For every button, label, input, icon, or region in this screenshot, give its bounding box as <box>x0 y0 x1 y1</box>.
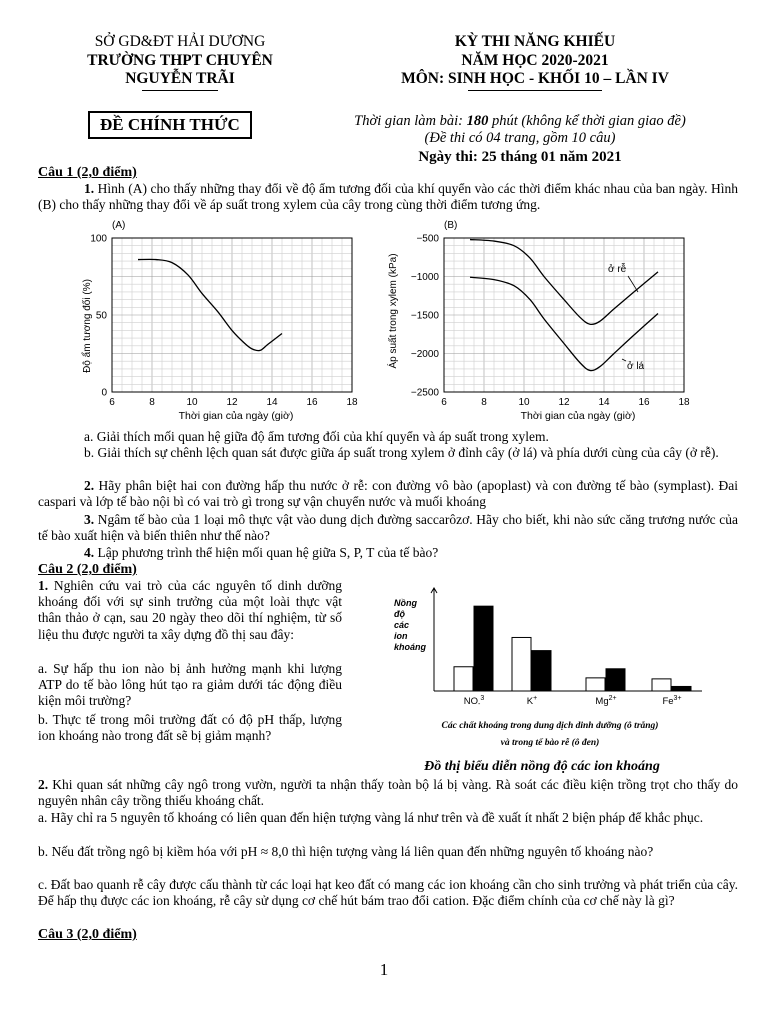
q2-p2-number: 2. <box>38 777 49 792</box>
y-tick-label: 0 <box>101 387 107 399</box>
y-tick-label: −500 <box>416 233 439 245</box>
duration-value: 180 <box>466 113 489 129</box>
x-tick-label: 12 <box>558 397 570 408</box>
x-tick-label: 6 <box>109 397 115 408</box>
chart-b-grid <box>444 238 684 392</box>
school-underline <box>142 90 218 91</box>
department-name: SỞ GD&ĐT HẢI DƯƠNG <box>94 33 266 50</box>
chart-a-humidity-line <box>138 259 282 350</box>
chart-c-ylabel <box>394 598 427 652</box>
exam-block <box>330 33 740 91</box>
chart-b-leaf-label: ở lá <box>627 361 645 372</box>
x-tick-label: 6 <box>441 397 447 408</box>
chart-c-ylabel-line-5: khoáng <box>394 642 427 652</box>
category-label: $NO_-^3$ <box>463 695 485 708</box>
x-tick-label: 18 <box>678 397 690 408</box>
question-2-title: Câu 2 (2,0 điểm) <box>38 562 137 577</box>
question-1-title: Câu 1 (2,0 điểm) <box>38 165 137 180</box>
q2-p2-text: Khi quan sát những cây ngô trong vườn, người ta nhận thấy toàn bộ lá bị vàng. Rà soát các điều kiện trồng trọt cho thấy do nguyên nhân cây trồng thiếu khoáng chất. <box>38 777 738 809</box>
chart-b-xylem-pressure <box>382 216 712 422</box>
chart-a-ylabel: Độ ẩm tương đối (%) <box>82 279 93 373</box>
q2-part-a: a. Sự hấp thu ion nào bị ảnh hưởng mạnh khi lượng ATP do tế bào lông hút tạo ra giảm dưới tác động điều kiện môi trường? <box>38 661 342 709</box>
q1-p2-number: 2. <box>84 478 95 493</box>
category-label: $Fe^{3+}$ <box>662 695 682 707</box>
chart-ion-concentration <box>372 576 712 756</box>
chart-c-ylabel-line-3: các <box>394 620 410 630</box>
bar-Fe3+-root-cell <box>672 686 691 691</box>
y-tick-label: −2500 <box>410 387 439 399</box>
q2-paragraph-2 <box>38 777 738 809</box>
school-block <box>40 33 320 91</box>
x-tick-label: 12 <box>226 397 238 408</box>
x-tick-label: 14 <box>598 397 610 408</box>
pages-note: (Đề thi có 04 trang, gồm 10 câu) <box>424 130 616 147</box>
category-label: K+ <box>526 695 538 707</box>
exam-date: Ngày thi: 25 tháng 01 năm 2021 <box>418 148 622 165</box>
q2-paragraph-1 <box>38 578 342 643</box>
bar-Mg2+-root-cell <box>606 669 625 691</box>
x-tick-label: 8 <box>149 397 155 408</box>
exam-name: KỲ THI NĂNG KHIẾU <box>454 33 616 50</box>
q1-paragraph-2 <box>38 478 738 510</box>
subject-line: MÔN: SINH HỌC - KHỐI 10 – LẦN IV <box>401 70 669 88</box>
chart-c-bars <box>454 606 691 691</box>
question-3-title: Câu 3 (2,0 điểm) <box>38 927 137 942</box>
q1-p2-text: Hãy phân biệt hai con đường hấp thu nước ở rễ: con đường vô bào (apoplast) và con đường tế bào (symplast). Đai caspari và lớp tế bào nội bì có vai trò gì trong sự vận chuyển nước và muối khoáng <box>38 478 738 510</box>
q1-p4-number: 4. <box>84 545 95 560</box>
x-tick-label: 10 <box>186 397 198 408</box>
bar-K+-solution <box>512 637 531 691</box>
q1-p4-text: Lập phương trình thể hiện mối quan hệ giữa S, P, T của tế bào? <box>94 545 439 560</box>
chart-c-caption-2: và trong tế bào rễ (ô đen) <box>500 738 600 748</box>
x-tick-label: 10 <box>518 397 530 408</box>
chart-b-root-label: ở rễ <box>608 264 627 275</box>
bar-K+-root-cell <box>532 651 551 691</box>
q1-paragraph-4 <box>38 545 738 561</box>
q1-paragraph-3 <box>38 512 738 544</box>
chart-b-xlabel: Thời gian của ngày (giờ) <box>520 410 636 422</box>
exam-info <box>300 113 740 166</box>
chart-a-grid <box>112 238 352 392</box>
duration-prefix: Thời gian làm bài: <box>354 113 467 129</box>
school-name-line2: NGUYỄN TRÃI <box>125 70 235 88</box>
y-tick-label: 50 <box>95 310 107 322</box>
bar-NO3--solution <box>454 667 473 691</box>
q1-p1-number: 1. <box>84 181 95 196</box>
q1-p1-text: Hình (A) cho thấy những thay đổi về độ ẩm tương đối của khí quyển vào các thời điểm khác nhau của ban ngày. Hình (B) cho thấy những thay đổi về áp suất trong xylem của cây trong cùng thời điểm tương ứng. <box>38 181 738 213</box>
q2-p2-part-a: a. Hãy chỉ ra 5 nguyên tố khoáng có liên quan đến hiện tượng vàng lá như trên và đề xuất ít nhất 2 biện pháp để khắc phục. <box>38 810 704 825</box>
x-tick-label: 8 <box>481 397 487 408</box>
x-tick-label: 14 <box>266 397 278 408</box>
y-tick-label: −1000 <box>410 272 439 283</box>
school-year: NĂM HỌC 2020-2021 <box>461 51 609 69</box>
x-tick-label: 16 <box>306 397 318 408</box>
category-label: $Mg^{2+}$ <box>595 695 617 707</box>
q1-p3-number: 3. <box>84 512 95 527</box>
chart-c-category-labels <box>464 695 682 708</box>
bar-Mg2+-solution <box>586 678 605 691</box>
page-number: 1 <box>379 960 389 979</box>
chart-c-caption-1: Các chất khoáng trong dung dịch dinh dưỡng (ô trắng) <box>441 721 659 731</box>
bar-NO3--root-cell <box>474 606 493 691</box>
y-tick-label: −1500 <box>410 310 439 322</box>
q1-paragraph-1 <box>38 181 738 213</box>
chart-b-panel-label: (B) <box>444 220 458 231</box>
official-exam-box: ĐỀ CHÍNH THỨC <box>88 111 252 139</box>
chart-a-relative-humidity <box>76 216 366 422</box>
chart-b-axes <box>411 234 690 409</box>
q1-part-b: b. Giải thích sự chênh lệch quan sát được giữa áp suất trong xylem ở đỉnh cây (ở lá) và phía dưới cùng của cây (ở rễ). <box>84 445 719 460</box>
chart-c-ylabel-line-2: độ <box>394 609 405 619</box>
bar-Fe3+-solution <box>652 679 671 691</box>
y-tick-label: 100 <box>90 233 107 245</box>
q1-p3-text: Ngâm tế bào của 1 loại mô thực vật vào dung dịch đường saccarôzơ. Hãy cho biết, khi nào sức căng trương nước của tế bào xuất hiện và biến thiên như thế nào? <box>38 512 738 544</box>
chart-a-xlabel: Thời gian của ngày (giờ) <box>178 410 294 422</box>
chart-b-ylabel: Áp suất trong xylem (kPa) <box>388 253 399 369</box>
chart-c-ylabel-line-4: ion <box>394 631 408 641</box>
chart-c-title: Đồ thị biểu diễn nồng độ các ion khoáng <box>424 759 660 774</box>
q2-p2-part-b: b. Nếu đất trồng ngô bị kiềm hóa với pH ≈ 8,0 thì hiện tượng vàng lá liên quan đến những nguyên tố khoáng nào? <box>38 844 654 859</box>
chart-a-panel-label: (A) <box>112 220 126 231</box>
exam-underline <box>468 90 602 91</box>
q1-part-a: a. Giải thích mối quan hệ giữa độ ẩm tương đối của khí quyển và áp suất trong xylem. <box>84 429 549 444</box>
q2-part-b: b. Thực tế trong môi trường đất có độ pH thấp, lượng ion khoáng nào trong đất sẽ bị giảm mạnh? <box>38 712 342 744</box>
x-tick-label: 16 <box>638 397 650 408</box>
y-tick-label: −2000 <box>410 349 439 360</box>
q2-p2-part-c: c. Đất bao quanh rễ cây được cấu thành từ các loại hạt keo đất có mang các ion khoáng cần cho sinh trưởng và phát triển của cây. Để hấp thụ được các ion khoáng, rễ cây sử dụng cơ chế hút bám trao đổi cation. Đặc điểm chính của cơ chế này là gì? <box>38 877 738 909</box>
x-tick-label: 18 <box>346 397 358 408</box>
q2-p1-number: 1. <box>38 578 49 593</box>
q2-p1-text: Nghiên cứu vai trò của các nguyên tố dinh dưỡng khoáng đối với sự sinh trưởng của một loài thực vật thân thảo ở cạn, sau 20 ngày theo dõi thí nghiệm, từ số liệu thu được người ta xây dựng đồ thị sau đây: <box>38 578 342 642</box>
duration-line <box>300 113 740 130</box>
duration-suffix: phút (không kể thời gian giao đề) <box>488 113 686 129</box>
school-name: TRƯỜNG THPT CHUYÊN <box>87 51 273 69</box>
chart-c-ylabel-line-1: Nồng <box>394 598 417 608</box>
